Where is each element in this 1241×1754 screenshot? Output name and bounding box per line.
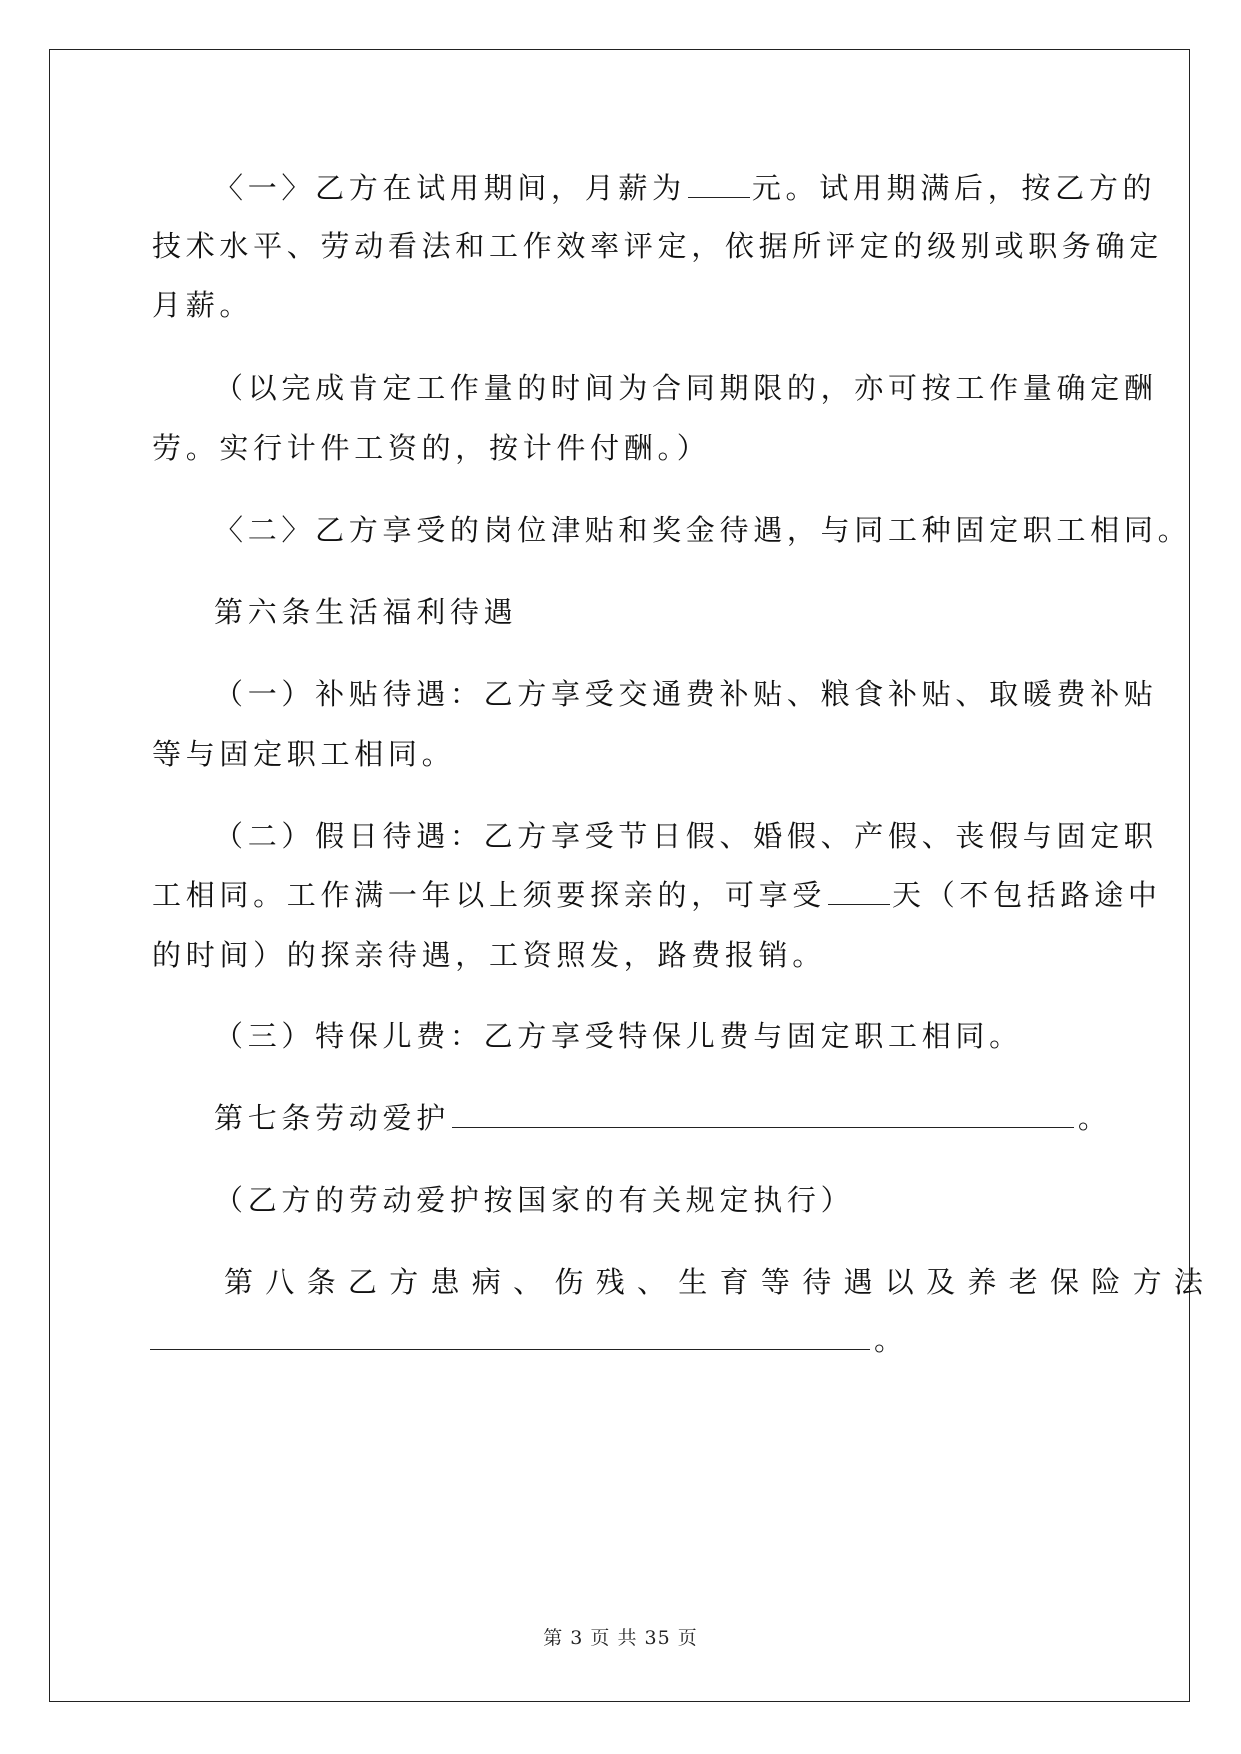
paragraph-2-line-2: 劳。实行计件工资的，按计件付酬。） bbox=[152, 431, 711, 465]
paragraph-5-line-3: 的时间）的探亲待遇，工资照发，路费报销。 bbox=[152, 938, 827, 972]
paragraph-5-line-2 bbox=[152, 878, 1162, 912]
paragraph-1-line-3: 月薪。 bbox=[152, 288, 254, 322]
blank-underline bbox=[688, 196, 750, 198]
page-number-footer: 第 3 页 共 35 页 bbox=[543, 1627, 698, 1649]
blank-underline bbox=[828, 903, 890, 905]
text-segment: 工相同。工作满一年以上须要探亲的，可享受 bbox=[152, 878, 827, 912]
paragraph-1-line-1 bbox=[214, 171, 1157, 205]
paragraph-6: （三）特保儿费：乙方享受特保儿费与固定职工相同。 bbox=[214, 1019, 1023, 1053]
paragraph-4-line-1: （一）补贴待遇：乙方享受交通费补贴、粮食补贴、取暖费补贴 bbox=[214, 677, 1158, 711]
paragraph-5-line-1: （二）假日待遇：乙方享受节日假、婚假、产假、丧假与固定职 bbox=[214, 819, 1158, 853]
paragraph-4-line-2: 等与固定职工相同。 bbox=[152, 737, 456, 771]
paragraph-3: 〈二〉乙方享受的岗位津贴和奖金待遇，与同工种固定职工相同。 bbox=[214, 513, 1192, 547]
text-segment: 〈一〉乙方在试用期间，月薪为 bbox=[214, 171, 686, 205]
article-6-title: 第六条生活福利待遇 bbox=[214, 595, 518, 629]
paragraph-2-line-1: （以完成肯定工作量的时间为合同期限的，亦可按工作量确定酬 bbox=[214, 371, 1158, 405]
text-segment: 元。试用期满后，按乙方的 bbox=[751, 171, 1157, 205]
article-7-title: 第七条劳动爱护 bbox=[214, 1101, 450, 1135]
text-segment: 天（不包括路途中 bbox=[892, 878, 1162, 912]
article-8-end: 。 bbox=[874, 1323, 908, 1357]
blank-underline bbox=[452, 1126, 1074, 1128]
blank-underline bbox=[150, 1348, 870, 1350]
article-7-line bbox=[214, 1101, 1112, 1135]
article-7-end: 。 bbox=[1077, 1101, 1112, 1135]
paragraph-7: （乙方的劳动爱护按国家的有关规定执行） bbox=[214, 1183, 855, 1217]
paragraph-1-line-2: 技术水平、劳动看法和工作效率评定，依据所评定的级别或职务确定 bbox=[152, 229, 1164, 263]
article-8-line-1: 第八条乙方患病、伤残、生育等待遇以及养老保险方法 bbox=[224, 1265, 1216, 1299]
article-8-line-2 bbox=[150, 1323, 908, 1357]
